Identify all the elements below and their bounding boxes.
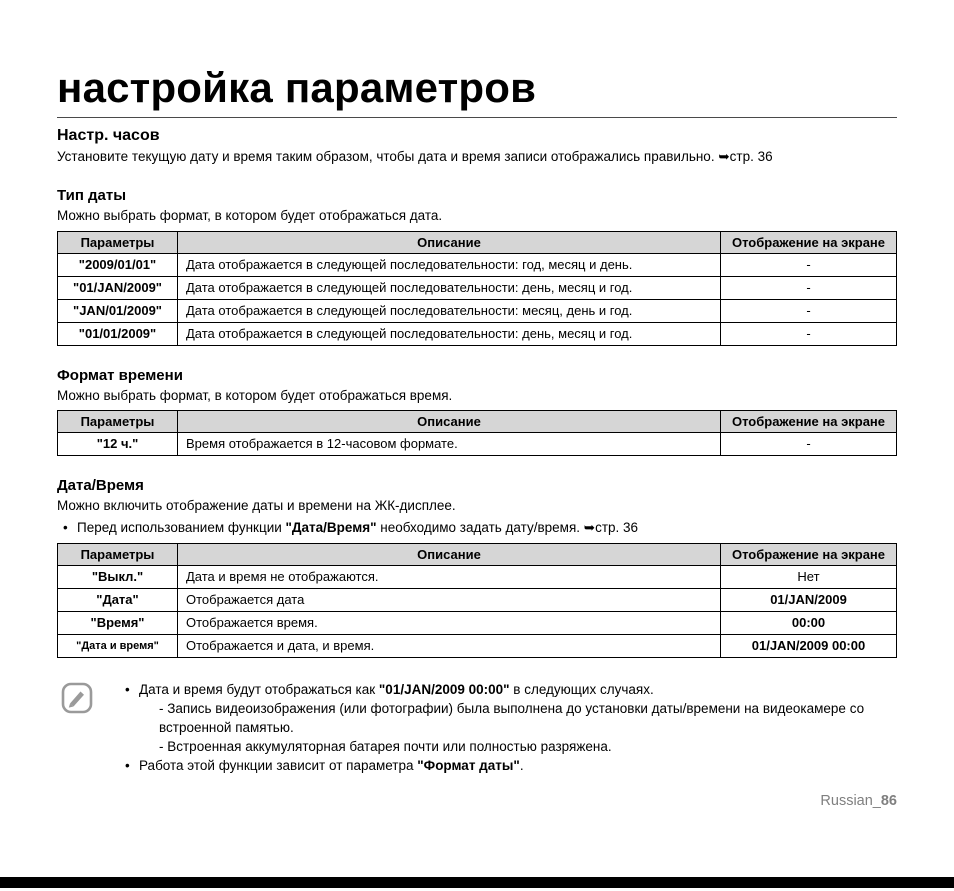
desc-cell: Время отображается в 12-часовом формате. bbox=[178, 432, 721, 455]
date-type-table bbox=[57, 231, 897, 346]
note-sub-item: - Встроенная аккумуляторная батарея почти или полностью разряжена. bbox=[159, 738, 612, 754]
note-text-bold: "Формат даты" bbox=[417, 758, 520, 774]
param-cell: "12 ч." bbox=[58, 432, 178, 455]
desc-cell: Дата отображается в следующей последовательности: год, месяц и день. bbox=[178, 253, 721, 276]
subsection-heading-time-format: Формат времени bbox=[57, 366, 183, 384]
desc-cell: Дата и время не отображаются. bbox=[178, 565, 721, 588]
date-type-description: Можно выбрать формат, в котором будет отображаться дата. bbox=[57, 208, 443, 224]
clock-set-text: Установите текущую дату и время таким образом, чтобы дата и время записи отображались правильно. bbox=[57, 149, 719, 165]
list-item bbox=[57, 519, 897, 538]
note-text: в следующих случаях. bbox=[509, 681, 654, 697]
display-cell: 01/JAN/2009 bbox=[721, 588, 897, 611]
table-header-row bbox=[58, 410, 897, 432]
desc-cell: Дата отображается в следующей последовательности: день, месяц и год. bbox=[178, 276, 721, 299]
note-text: Перед использованием функции bbox=[77, 519, 286, 535]
table-row bbox=[58, 611, 897, 634]
subsection-heading-date-time: Дата/Время bbox=[57, 476, 144, 494]
note-body bbox=[119, 678, 897, 777]
display-cell: - bbox=[721, 322, 897, 345]
display-cell: 00:00 bbox=[721, 611, 897, 634]
display-cell: 01/JAN/2009 00:00 bbox=[721, 634, 897, 657]
time-format-description: Можно выбрать формат, в котором будет отображаться время. bbox=[57, 387, 453, 403]
date-time-table bbox=[57, 543, 897, 658]
param-cell: "Время" bbox=[58, 611, 178, 634]
table-row bbox=[58, 588, 897, 611]
note-text: Дата и время будут отображаться как bbox=[139, 681, 379, 697]
note-icon-wrap bbox=[57, 678, 119, 777]
note-text-bold: "01/JAN/2009 00:00" bbox=[378, 681, 510, 697]
param-header: Параметры bbox=[58, 410, 178, 432]
display-cell: - bbox=[721, 276, 897, 299]
bullet-marker: • bbox=[63, 519, 68, 535]
display-cell: - bbox=[721, 253, 897, 276]
page-title: настройка параметров bbox=[57, 66, 897, 118]
note-block bbox=[57, 678, 897, 777]
desc-cell: Отображается время. bbox=[178, 611, 721, 634]
param-cell: "Дата и время" bbox=[58, 634, 178, 657]
note-text-bold: "Дата/Время" bbox=[285, 519, 377, 535]
desc-cell: Дата отображается в следующей последовательности: день, месяц и год. bbox=[178, 322, 721, 345]
table-row bbox=[58, 565, 897, 588]
footer-language-label: Russian_ bbox=[820, 793, 881, 810]
param-cell: "01/JAN/2009" bbox=[58, 276, 178, 299]
param-cell: "01/01/2009" bbox=[58, 322, 178, 345]
desc-cell: Отображается дата bbox=[178, 588, 721, 611]
page-reference: ➥стр. 36 bbox=[583, 519, 639, 535]
note-text: Работа этой функции зависит от параметра bbox=[139, 758, 418, 774]
param-cell: "2009/01/01" bbox=[58, 253, 178, 276]
display-cell: - bbox=[721, 432, 897, 455]
subsection-heading-date-type: Тип даты bbox=[57, 187, 127, 205]
bullet-marker: • bbox=[125, 758, 130, 774]
table-row bbox=[58, 253, 897, 276]
date-time-description: Можно включить отображение даты и времени на ЖК-дисплее. bbox=[57, 497, 456, 513]
display-header: Отображение на экране bbox=[721, 410, 897, 432]
table-row bbox=[58, 432, 897, 455]
footer-page-number: 86 bbox=[880, 793, 897, 810]
table-row bbox=[58, 634, 897, 657]
param-cell: "Выкл." bbox=[58, 565, 178, 588]
list-item bbox=[119, 681, 897, 757]
list-item bbox=[119, 757, 897, 776]
display-header: Отображение на экране bbox=[721, 543, 897, 565]
note-text: необходимо задать дату/время. bbox=[376, 519, 584, 535]
bullet-marker: • bbox=[125, 681, 130, 697]
note-list bbox=[119, 681, 897, 776]
bottom-bar bbox=[0, 877, 954, 888]
display-cell: - bbox=[721, 299, 897, 322]
note-sub-item: - Запись видеоизображения (или фотографии) была выполнена до установки даты/времени на видеокамере со встроенной памятью. bbox=[159, 700, 865, 735]
manual-page bbox=[0, 66, 954, 809]
clock-set-description bbox=[57, 148, 897, 166]
desc-header: Описание bbox=[178, 231, 721, 253]
param-header: Параметры bbox=[58, 543, 178, 565]
display-cell: Нет bbox=[721, 565, 897, 588]
desc-header: Описание bbox=[178, 543, 721, 565]
table-header-row bbox=[58, 543, 897, 565]
table-row bbox=[58, 276, 897, 299]
table-row bbox=[58, 299, 897, 322]
desc-cell: Дата отображается в следующей последовательности: месяц, день и год. bbox=[178, 299, 721, 322]
desc-cell: Отображается и дата, и время. bbox=[178, 634, 721, 657]
section-heading-clock-set: Настр. часов bbox=[57, 127, 160, 145]
page-footer bbox=[57, 793, 897, 809]
param-header: Параметры bbox=[58, 231, 178, 253]
param-cell: "Дата" bbox=[58, 588, 178, 611]
time-format-table bbox=[57, 410, 897, 456]
note-text: . bbox=[519, 758, 524, 774]
table-header-row bbox=[58, 231, 897, 253]
desc-header: Описание bbox=[178, 410, 721, 432]
date-time-notes bbox=[57, 519, 897, 538]
param-cell: "JAN/01/2009" bbox=[58, 299, 178, 322]
page-reference: ➥стр. 36 bbox=[718, 149, 773, 165]
note-icon bbox=[61, 701, 93, 718]
display-header: Отображение на экране bbox=[721, 231, 897, 253]
table-row bbox=[58, 322, 897, 345]
